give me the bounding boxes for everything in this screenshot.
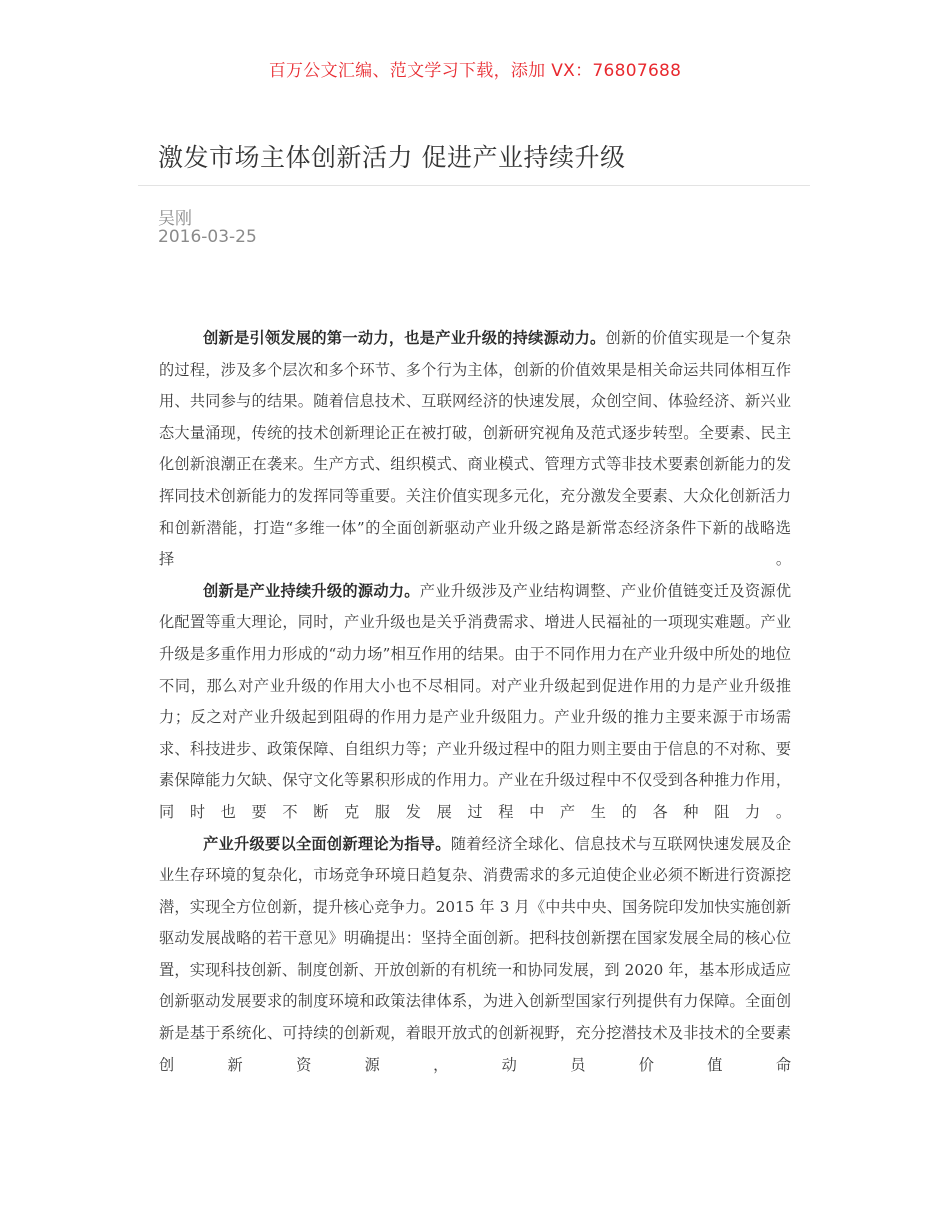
article-title: 激发市场主体创新活力 促进产业持续升级 [158,143,626,172]
paragraph-lead: 创新是产业持续升级的源动力。 [203,581,420,600]
paragraph [159,829,791,1082]
paragraph-lead: 创新是引领发展的第一动力，也是产业升级的持续源动力。 [203,329,606,347]
article-author: 吴刚 [158,209,192,229]
paragraph [159,323,791,576]
article-date: 2016-03-25 [158,227,257,247]
promo-banner: 百万公文汇编、范文学习下载，添加 VX：76807688 [268,61,682,81]
paragraph-text: 随着经济全球化、信息技术与互联网快速发展及企业生存环境的复杂化，市场竞争环境日趋复杂、消费需求的多元迫使企业必须不断进行资源挖潜，实现全方位创新，提升核心竞争力。2015 年 3 月《中共中央、国务院印发加快实施创新驱动发展战略的若干意见》明确提出：坚持全面创新。把科技创新摆在国家发展全局的核心位置，实现科技创新、制度创新、开放创新的有机统一和协同发展，到 2020 年，基本形成适应创新驱动发展要求的制度环境和政策法律体系，为进入创新型国家行列提供有力保障。全面创新是基于系统化、可持续的创新观，着眼开放式的创新视野，充分挖潜技术及非技术的全要素创新资源，动员价值命 [159,834,792,1074]
paragraph-lead: 产业升级要以全面创新理论为指导。 [203,834,451,853]
paragraph [159,576,791,829]
paragraph-text: 产业升级涉及产业结构调整、产业价值链变迁及资源优化配置等重大理论，同时，产业升级也是关乎消费需求、增进人民福祉的一项现实难题。产业升级是多重作用力形成的“动力场”相互作用的结果。由于不同作用力在产业升级中所处的地位不同，那么对产业升级的作用大小也不尽相同。对产业升级起到促进作用的力是产业升级推力；反之对产业升级起到阻碍的作用力是产业升级阻力。产业升级的推力主要来源于市场需求、科技进步、政策保障、自组织力等；产业升级过程中的阻力则主要由于信息的不对称、要素保障能力欠缺、保守文化等累积形成的作用力。产业在升级过程中不仅受到各种推力作用，同时也要不断克服发展过程中产生的各种阻力。 [159,581,792,821]
title-divider [138,185,810,186]
paragraph-text: 创新的价值实现是一个复杂的过程，涉及多个层次和多个环节、多个行为主体，创新的价值效果是相关命运共同体相互作用、共同参与的结果。随着信息技术、互联网经济的快速发展，众创空间、体验经济、新兴业态大量涌现，传统的技术创新理论正在被打破，创新研究视角及范式逐步转型。全要素、民主化创新浪潮正在袭来。生产方式、组织模式、商业模式、管理方式等非技术要素创新能力的发挥同技术创新能力的发挥同等重要。关注价值实现多元化，充分激发全要素、大众化创新活力和创新潜能，打造“多维一体”的全面创新驱动产业升级之路是新常态经济条件下新的战略选择。 [159,329,792,569]
article-body [159,323,791,1081]
